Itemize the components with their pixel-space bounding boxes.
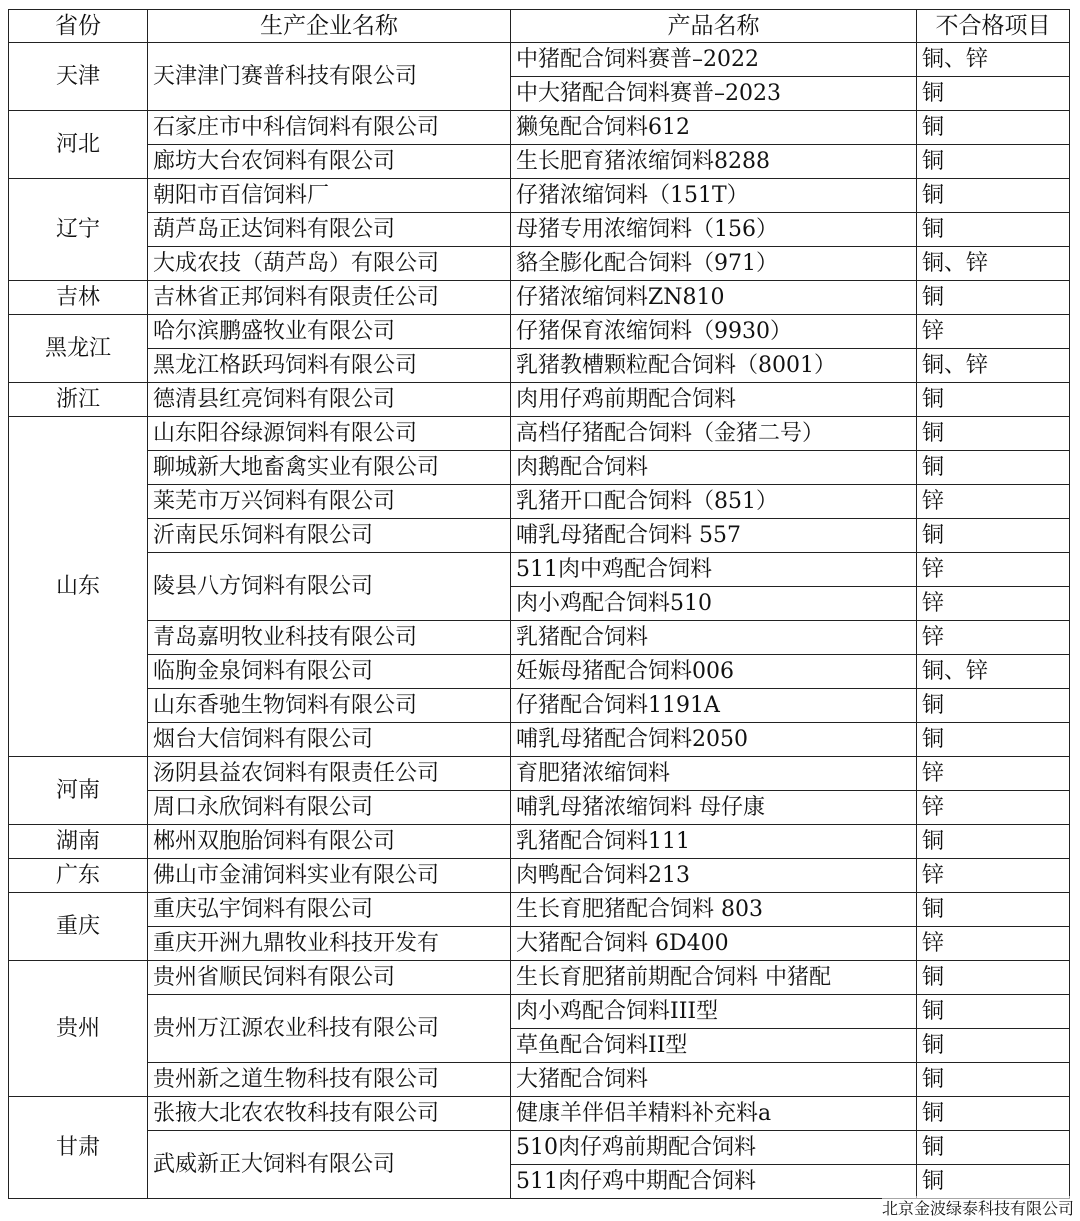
province-cell: 河南 (9, 757, 148, 825)
product-cell: 大猪配合饲料 6D400 (511, 927, 917, 961)
product-cell: 中猪配合饲料赛普–2022 (511, 43, 917, 77)
company-cell: 烟台大信饲料有限公司 (148, 723, 511, 757)
product-cell: 中大猪配合饲料赛普–2023 (511, 77, 917, 111)
product-cell: 肉用仔鸡前期配合饲料 (511, 383, 917, 417)
product-cell: 仔猪保育浓缩饲料（9930） (511, 315, 917, 349)
product-cell: 草鱼配合饲料II型 (511, 1029, 917, 1063)
company-cell: 哈尔滨鹏盛牧业有限公司 (148, 315, 511, 349)
product-cell: 大猪配合饲料 (511, 1063, 917, 1097)
company-cell: 山东阳谷绿源饲料有限公司 (148, 417, 511, 451)
failed-item-cell: 铜 (917, 1097, 1070, 1131)
product-cell: 511肉中鸡配合饲料 (511, 553, 917, 587)
company-cell: 莱芜市万兴饲料有限公司 (148, 485, 511, 519)
table-row (9, 43, 1070, 77)
province-cell: 湖南 (9, 825, 148, 859)
company-cell: 聊城新大地畜禽实业有限公司 (148, 451, 511, 485)
product-cell: 健康羊伴侣羊精料补充料a (511, 1097, 917, 1131)
table-row (9, 383, 1070, 417)
table-row (9, 757, 1070, 791)
product-cell: 乳猪配合饲料 (511, 621, 917, 655)
failed-item-cell: 铜 (917, 111, 1070, 145)
product-cell: 母猪专用浓缩饲料（156） (511, 213, 917, 247)
province-cell: 重庆 (9, 893, 148, 961)
province-cell: 广东 (9, 859, 148, 893)
failed-item-cell: 铜 (917, 77, 1070, 111)
table-row (9, 111, 1070, 145)
table-row (9, 281, 1070, 315)
failed-item-cell: 铜 (917, 1063, 1070, 1097)
failed-item-cell: 锌 (917, 315, 1070, 349)
product-cell: 肉鸭配合饲料213 (511, 859, 917, 893)
failed-item-cell: 铜 (917, 281, 1070, 315)
province-cell: 浙江 (9, 383, 148, 417)
product-cell: 510肉仔鸡前期配合饲料 (511, 1131, 917, 1165)
failed-item-cell: 铜、锌 (917, 43, 1070, 77)
product-cell: 仔猪浓缩饲料ZN810 (511, 281, 917, 315)
company-cell: 石家庄市中科信饲料有限公司 (148, 111, 511, 145)
province-cell: 吉林 (9, 281, 148, 315)
product-cell: 肉小鸡配合饲料III型 (511, 995, 917, 1029)
product-cell: 仔猪配合饲料1191A (511, 689, 917, 723)
header-row (9, 10, 1070, 43)
company-cell: 佛山市金浦饲料实业有限公司 (148, 859, 511, 893)
table-row (9, 723, 1070, 757)
company-cell: 沂南民乐饲料有限公司 (148, 519, 511, 553)
table-row (9, 485, 1070, 519)
table-row (9, 1063, 1070, 1097)
company-cell: 汤阴县益农饲料有限责任公司 (148, 757, 511, 791)
failed-item-cell: 铜 (917, 1165, 1070, 1199)
table-row (9, 927, 1070, 961)
table-row (9, 213, 1070, 247)
failed-item-cell: 锌 (917, 757, 1070, 791)
failed-item-cell: 铜 (917, 825, 1070, 859)
failed-item-cell: 铜 (917, 893, 1070, 927)
province-cell: 贵州 (9, 961, 148, 1097)
company-cell: 陵县八方饲料有限公司 (148, 553, 511, 621)
failed-item-cell: 铜 (917, 179, 1070, 213)
product-cell: 貉全膨化配合饲料（971） (511, 247, 917, 281)
table-row (9, 519, 1070, 553)
company-cell: 朝阳市百信饲料厂 (148, 179, 511, 213)
product-cell: 生长育肥猪前期配合饲料 中猪配 (511, 961, 917, 995)
failed-item-cell: 铜 (917, 961, 1070, 995)
province-cell: 黑龙江 (9, 315, 148, 383)
product-cell: 511肉仔鸡中期配合饲料 (511, 1165, 917, 1199)
failed-item-cell: 铜、锌 (917, 655, 1070, 689)
company-cell: 临朐金泉饲料有限公司 (148, 655, 511, 689)
company-cell: 廊坊大台农饲料有限公司 (148, 145, 511, 179)
company-cell: 吉林省正邦饲料有限责任公司 (148, 281, 511, 315)
company-cell: 德清县红亮饲料有限公司 (148, 383, 511, 417)
table-row (9, 315, 1070, 349)
province-cell: 甘肃 (9, 1097, 148, 1199)
table-row (9, 655, 1070, 689)
failed-item-cell: 铜 (917, 213, 1070, 247)
table-row (9, 553, 1070, 587)
failed-item-cell: 锌 (917, 621, 1070, 655)
failed-item-cell: 铜 (917, 145, 1070, 179)
province-cell: 山东 (9, 417, 148, 757)
company-cell: 贵州万江源农业科技有限公司 (148, 995, 511, 1063)
table-row (9, 247, 1070, 281)
header-product: 产品名称 (511, 10, 917, 43)
table-row (9, 349, 1070, 383)
product-cell: 乳猪开口配合饲料（851） (511, 485, 917, 519)
table-row (9, 995, 1070, 1029)
company-cell: 黑龙江格跃玛饲料有限公司 (148, 349, 511, 383)
table-row (9, 825, 1070, 859)
failed-item-cell: 锌 (917, 485, 1070, 519)
header-company: 生产企业名称 (148, 10, 511, 43)
product-cell: 生长肥育猪浓缩饲料8288 (511, 145, 917, 179)
failed-item-cell: 铜、锌 (917, 247, 1070, 281)
failed-item-cell: 铜 (917, 995, 1070, 1029)
company-cell: 郴州双胞胎饲料有限公司 (148, 825, 511, 859)
product-cell: 哺乳母猪浓缩饲料 母仔康 (511, 791, 917, 825)
product-cell: 妊娠母猪配合饲料006 (511, 655, 917, 689)
table-row (9, 1097, 1070, 1131)
product-cell: 哺乳母猪配合饲料2050 (511, 723, 917, 757)
table-row (9, 1131, 1070, 1165)
table-row (9, 893, 1070, 927)
failed-item-cell: 锌 (917, 791, 1070, 825)
header-failed-items: 不合格项目 (917, 10, 1070, 43)
product-cell: 高档仔猪配合饲料（金猪二号） (511, 417, 917, 451)
company-cell: 山东香驰生物饲料有限公司 (148, 689, 511, 723)
failed-item-cell: 铜 (917, 383, 1070, 417)
table-row (9, 145, 1070, 179)
failed-item-cell: 铜 (917, 451, 1070, 485)
table-row (9, 179, 1070, 213)
table-row (9, 451, 1070, 485)
failed-item-cell: 锌 (917, 859, 1070, 893)
product-cell: 乳猪配合饲料111 (511, 825, 917, 859)
table-row (9, 791, 1070, 825)
product-cell: 肉小鸡配合饲料510 (511, 587, 917, 621)
failed-item-cell: 铜 (917, 1131, 1070, 1165)
company-cell: 天津津门赛普科技有限公司 (148, 43, 511, 111)
company-cell: 贵州省顺民饲料有限公司 (148, 961, 511, 995)
company-cell: 重庆弘宇饲料有限公司 (148, 893, 511, 927)
province-cell: 辽宁 (9, 179, 148, 281)
province-cell: 天津 (9, 43, 148, 111)
product-cell: 獭兔配合饲料612 (511, 111, 917, 145)
table-row (9, 417, 1070, 451)
failed-item-cell: 铜 (917, 723, 1070, 757)
header-province: 省份 (9, 10, 148, 43)
failed-item-cell: 铜 (917, 689, 1070, 723)
table-row (9, 961, 1070, 995)
product-cell: 乳猪教槽颗粒配合饲料（8001） (511, 349, 917, 383)
company-cell: 贵州新之道生物科技有限公司 (148, 1063, 511, 1097)
product-cell: 肉鹅配合饲料 (511, 451, 917, 485)
failed-item-cell: 铜 (917, 1029, 1070, 1063)
product-cell: 育肥猪浓缩饲料 (511, 757, 917, 791)
table-row (9, 621, 1070, 655)
unqualified-feed-table (8, 9, 1070, 1199)
product-cell: 仔猪浓缩饲料（151T） (511, 179, 917, 213)
watermark: 北京金波绿泰科技有限公司 (882, 1196, 1074, 1219)
table-row (9, 689, 1070, 723)
failed-item-cell: 锌 (917, 587, 1070, 621)
company-cell: 周口永欣饲料有限公司 (148, 791, 511, 825)
product-cell: 哺乳母猪配合饲料 557 (511, 519, 917, 553)
company-cell: 大成农技（葫芦岛）有限公司 (148, 247, 511, 281)
company-cell: 武威新正大饲料有限公司 (148, 1131, 511, 1199)
product-cell: 生长育肥猪配合饲料 803 (511, 893, 917, 927)
province-cell: 河北 (9, 111, 148, 179)
failed-item-cell: 锌 (917, 553, 1070, 587)
table-body (9, 43, 1070, 1199)
table-row (9, 859, 1070, 893)
failed-item-cell: 铜、锌 (917, 349, 1070, 383)
company-cell: 青岛嘉明牧业科技有限公司 (148, 621, 511, 655)
failed-item-cell: 铜 (917, 417, 1070, 451)
failed-item-cell: 锌 (917, 927, 1070, 961)
failed-item-cell: 铜 (917, 519, 1070, 553)
company-cell: 张掖大北农农牧科技有限公司 (148, 1097, 511, 1131)
company-cell: 葫芦岛正达饲料有限公司 (148, 213, 511, 247)
company-cell: 重庆开洲九鼎牧业科技开发有 (148, 927, 511, 961)
